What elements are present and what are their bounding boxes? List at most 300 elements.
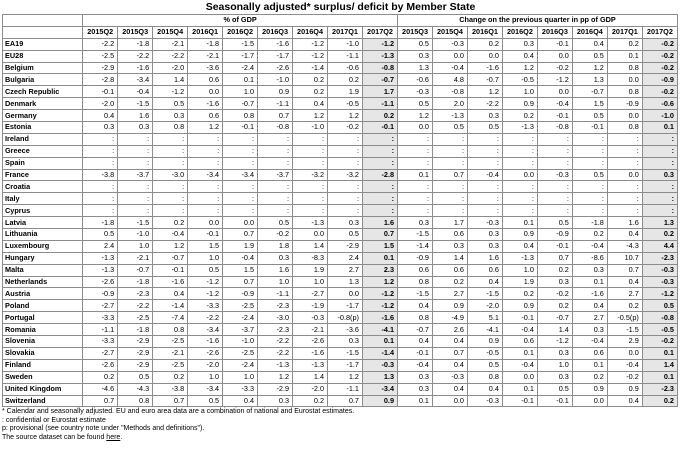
- change-value-cell: 0.9: [433, 300, 468, 312]
- gdp-value-cell: -1.1: [83, 324, 118, 336]
- gdp-value-cell: 0.3: [118, 122, 153, 134]
- gdp-column-header: 2016Q3: [258, 26, 293, 38]
- gdp-value-cell: -2.6: [83, 276, 118, 288]
- gdp-value-cell: :: [188, 145, 223, 157]
- table-row: [3, 157, 678, 169]
- change-value-cell: 0.2: [572, 371, 607, 383]
- change-value-cell: 0.4: [398, 336, 433, 348]
- country-name-cell: Bulgaria: [3, 74, 83, 86]
- change-value-cell: -0.1: [537, 395, 572, 407]
- gdp-value-cell: 1.8: [258, 240, 293, 252]
- change-value-cell: 1.2: [467, 86, 502, 98]
- country-name-cell: Malta: [3, 264, 83, 276]
- change-value-cell: 0.5: [572, 110, 607, 122]
- gdp-value-cell: -0.1: [153, 264, 188, 276]
- change-value-cell: 0.2: [572, 229, 607, 241]
- change-value-cell: -0.1: [572, 122, 607, 134]
- gdp-value-cell: 1.4: [293, 371, 328, 383]
- change-value-cell: 0.4: [572, 38, 607, 50]
- change-value-cell: 0.1: [502, 347, 537, 359]
- change-value-cell: :: [467, 145, 502, 157]
- change-value-cell: :: [537, 157, 572, 169]
- gdp-value-cell: 0.2: [83, 371, 118, 383]
- country-name-cell: Slovenia: [3, 336, 83, 348]
- country-name-cell: Switzerland: [3, 395, 83, 407]
- change-value-cell: 0.5: [467, 122, 502, 134]
- change-value-cell: 0.1: [642, 347, 677, 359]
- gdp-value-cell: 0.3: [328, 217, 363, 229]
- gdp-value-cell: -0.4: [223, 252, 258, 264]
- change-value-cell: 2.9: [607, 336, 642, 348]
- change-value-cell: -0.6: [398, 74, 433, 86]
- gdp-value-cell: -1.8: [118, 38, 153, 50]
- change-value-cell: 1.5: [572, 98, 607, 110]
- gdp-value-cell: -1.6: [362, 312, 397, 324]
- gdp-value-cell: 1.0: [188, 252, 223, 264]
- change-value-cell: 0.3: [467, 240, 502, 252]
- change-value-cell: -4.3: [607, 240, 642, 252]
- change-value-cell: 0.1: [398, 169, 433, 181]
- source-note-suffix: .: [120, 433, 123, 441]
- gdp-value-cell: 1.2: [293, 110, 328, 122]
- gdp-value-cell: :: [258, 157, 293, 169]
- change-value-cell: 0.5: [433, 122, 468, 134]
- country-name-cell: Czech Republic: [3, 86, 83, 98]
- change-value-cell: 0.4: [467, 276, 502, 288]
- change-value-cell: -0.7: [572, 86, 607, 98]
- gdp-value-cell: -2.2: [118, 300, 153, 312]
- gdp-value-cell: -1.3: [258, 359, 293, 371]
- gdp-value-cell: 0.0: [223, 217, 258, 229]
- gdp-value-cell: -2.1: [293, 324, 328, 336]
- gdp-value-cell: 1.4: [293, 240, 328, 252]
- country-name-cell: Spain: [3, 157, 83, 169]
- change-value-cell: 0.2: [502, 288, 537, 300]
- gdp-value-cell: :: [362, 133, 397, 145]
- gdp-value-cell: -3.7: [223, 324, 258, 336]
- gdp-value-cell: :: [293, 157, 328, 169]
- gdp-value-cell: -2.9: [118, 359, 153, 371]
- gdp-value-cell: :: [258, 205, 293, 217]
- change-value-cell: :: [502, 133, 537, 145]
- table-row: [3, 133, 678, 145]
- change-value-cell: 0.3: [502, 38, 537, 50]
- gdp-value-cell: -2.5: [223, 347, 258, 359]
- gdp-value-cell: 1.0: [118, 240, 153, 252]
- gdp-value-cell: -2.1: [153, 347, 188, 359]
- change-value-cell: 2.0: [433, 98, 468, 110]
- change-value-cell: -1.3: [502, 252, 537, 264]
- change-value-cell: -1.2: [642, 288, 677, 300]
- gdp-value-cell: 0.7: [153, 395, 188, 407]
- gdp-value-cell: 2.4: [328, 252, 363, 264]
- change-value-cell: 0.1: [502, 383, 537, 395]
- change-value-cell: 1.9: [502, 276, 537, 288]
- change-value-cell: :: [607, 193, 642, 205]
- gdp-value-cell: :: [188, 157, 223, 169]
- gdp-group-header: % of GDP: [83, 15, 398, 27]
- gdp-value-cell: -0.8(p): [328, 312, 363, 324]
- gdp-value-cell: -1.3: [362, 50, 397, 62]
- gdp-value-cell: :: [328, 181, 363, 193]
- change-value-cell: -1.4: [398, 240, 433, 252]
- gdp-value-cell: -0.5: [328, 98, 363, 110]
- gdp-value-cell: :: [223, 145, 258, 157]
- gdp-value-cell: -0.8: [258, 122, 293, 134]
- change-value-cell: -1.5: [398, 288, 433, 300]
- gdp-value-cell: 0.2: [153, 371, 188, 383]
- gdp-value-cell: -1.1: [362, 98, 397, 110]
- change-value-cell: 0.0: [537, 86, 572, 98]
- gdp-value-cell: 0.5: [153, 98, 188, 110]
- change-value-cell: 0.2: [607, 300, 642, 312]
- gdp-value-cell: -1.2: [153, 86, 188, 98]
- change-value-cell: -0.2: [642, 62, 677, 74]
- gdp-value-cell: 1.0: [258, 276, 293, 288]
- change-value-cell: 0.7: [607, 264, 642, 276]
- gdp-column-header: 2015Q4: [153, 26, 188, 38]
- country-name-cell: France: [3, 169, 83, 181]
- gdp-value-cell: -2.9: [118, 336, 153, 348]
- change-value-cell: :: [467, 205, 502, 217]
- change-value-cell: -0.5: [467, 347, 502, 359]
- gdp-value-cell: 0.7: [362, 229, 397, 241]
- gdp-value-cell: -3.7: [118, 169, 153, 181]
- table-row: [3, 252, 678, 264]
- table-row: [3, 383, 678, 395]
- change-value-cell: -1.6: [572, 288, 607, 300]
- change-value-cell: :: [572, 133, 607, 145]
- change-value-cell: -0.2: [642, 336, 677, 348]
- country-name-cell: Croatia: [3, 181, 83, 193]
- gdp-value-cell: -1.1: [328, 383, 363, 395]
- gdp-value-cell: -1.6: [188, 336, 223, 348]
- change-value-cell: :: [537, 133, 572, 145]
- change-value-cell: :: [467, 193, 502, 205]
- change-value-cell: :: [433, 181, 468, 193]
- footnote-confidential: : confidential or Eurostat estimate: [2, 416, 106, 424]
- change-value-cell: 0.4: [467, 383, 502, 395]
- gdp-value-cell: -7.4: [153, 312, 188, 324]
- change-value-cell: 0.2: [642, 395, 677, 407]
- gdp-column-header: 2015Q2: [83, 26, 118, 38]
- country-name-cell: EA19: [3, 38, 83, 50]
- gdp-value-cell: -3.4: [188, 324, 223, 336]
- gdp-value-cell: :: [83, 181, 118, 193]
- gdp-value-cell: :: [328, 193, 363, 205]
- gdp-value-cell: 0.3: [328, 336, 363, 348]
- gdp-value-cell: 1.7: [362, 86, 397, 98]
- gdp-value-cell: :: [188, 181, 223, 193]
- change-value-cell: :: [572, 205, 607, 217]
- table-row: [3, 50, 678, 62]
- change-value-cell: 1.4: [642, 359, 677, 371]
- gdp-value-cell: 0.1: [362, 336, 397, 348]
- change-value-cell: -0.4: [433, 62, 468, 74]
- gdp-value-cell: -0.2: [328, 122, 363, 134]
- gdp-value-cell: 0.4: [83, 110, 118, 122]
- gdp-value-cell: -1.3: [293, 359, 328, 371]
- gdp-value-cell: 1.4: [153, 74, 188, 86]
- change-value-cell: -2.0: [467, 300, 502, 312]
- gdp-value-cell: :: [118, 133, 153, 145]
- gdp-value-cell: -1.6: [153, 276, 188, 288]
- change-value-cell: -2.3: [642, 252, 677, 264]
- gdp-value-cell: 1.9: [223, 240, 258, 252]
- change-value-cell: 0.5: [572, 169, 607, 181]
- gdp-value-cell: 0.2: [153, 217, 188, 229]
- gdp-value-cell: :: [188, 205, 223, 217]
- change-value-cell: -0.3: [537, 169, 572, 181]
- gdp-value-cell: 1.2: [258, 371, 293, 383]
- change-value-cell: 0.2: [467, 38, 502, 50]
- gdp-value-cell: -2.7: [83, 347, 118, 359]
- change-value-cell: 0.0: [537, 50, 572, 62]
- country-name-cell: Latvia: [3, 217, 83, 229]
- gdp-value-cell: -0.3: [293, 312, 328, 324]
- source-dataset-link[interactable]: here: [106, 433, 121, 441]
- table-row: [3, 193, 678, 205]
- country-name-cell: Denmark: [3, 98, 83, 110]
- change-value-cell: :: [467, 157, 502, 169]
- table-row: [3, 395, 678, 407]
- table-row: [3, 276, 678, 288]
- gdp-value-cell: 1.0: [223, 86, 258, 98]
- gdp-value-cell: -2.8: [362, 169, 397, 181]
- change-value-cell: 0.4: [502, 50, 537, 62]
- change-value-cell: -1.3: [433, 110, 468, 122]
- gdp-value-cell: 1.6: [362, 217, 397, 229]
- gdp-value-cell: -2.3: [258, 324, 293, 336]
- gdp-value-cell: 0.5: [83, 229, 118, 241]
- change-value-cell: -1.5: [398, 229, 433, 241]
- gdp-value-cell: :: [118, 205, 153, 217]
- country-name-cell: Estonia: [3, 122, 83, 134]
- gdp-value-cell: :: [153, 205, 188, 217]
- gdp-value-cell: -2.9: [83, 62, 118, 74]
- gdp-value-cell: -0.7: [362, 74, 397, 86]
- gdp-value-cell: 1.0: [293, 276, 328, 288]
- gdp-value-cell: -3.3: [188, 300, 223, 312]
- change-value-cell: -0.4: [467, 169, 502, 181]
- table-row: [3, 169, 678, 181]
- gdp-value-cell: -3.3: [83, 312, 118, 324]
- gdp-value-cell: -0.8: [362, 62, 397, 74]
- gdp-value-cell: 0.0: [328, 288, 363, 300]
- change-value-cell: :: [433, 205, 468, 217]
- gdp-value-cell: -2.0: [188, 359, 223, 371]
- gdp-value-cell: -4.1: [362, 324, 397, 336]
- gdp-value-cell: :: [362, 157, 397, 169]
- change-value-cell: -0.4: [607, 359, 642, 371]
- change-value-cell: 0.0: [502, 371, 537, 383]
- change-value-cell: 0.0: [607, 169, 642, 181]
- table-row: [3, 181, 678, 193]
- gdp-column-header: 2017Q1: [328, 26, 363, 38]
- table-row: [3, 371, 678, 383]
- gdp-value-cell: -3.3: [83, 336, 118, 348]
- gdp-value-cell: -2.6: [258, 62, 293, 74]
- gdp-value-cell: 0.6: [188, 110, 223, 122]
- gdp-value-cell: -0.7: [223, 98, 258, 110]
- gdp-value-cell: :: [362, 181, 397, 193]
- change-value-cell: :: [398, 205, 433, 217]
- change-value-cell: 2.7: [572, 312, 607, 324]
- gdp-value-cell: :: [258, 193, 293, 205]
- change-value-cell: :: [502, 145, 537, 157]
- change-value-cell: :: [572, 193, 607, 205]
- change-value-cell: 0.2: [607, 38, 642, 50]
- change-column-header: 2015Q3: [398, 26, 433, 38]
- gdp-value-cell: -2.5: [83, 50, 118, 62]
- change-value-cell: 0.3: [537, 347, 572, 359]
- gdp-value-cell: -2.4: [223, 359, 258, 371]
- change-value-cell: 0.4: [607, 276, 642, 288]
- group-header-row: [3, 15, 678, 27]
- change-value-cell: 0.9: [607, 383, 642, 395]
- gdp-value-cell: 1.2: [328, 110, 363, 122]
- change-value-cell: -0.2: [642, 86, 677, 98]
- change-value-cell: :: [398, 157, 433, 169]
- gdp-value-cell: 0.3: [83, 122, 118, 134]
- gdp-value-cell: -2.2: [258, 336, 293, 348]
- change-value-cell: 0.2: [537, 264, 572, 276]
- gdp-value-cell: -3.4: [188, 169, 223, 181]
- change-value-cell: 0.6: [467, 264, 502, 276]
- change-value-cell: -0.3: [467, 217, 502, 229]
- gdp-value-cell: 0.0: [188, 86, 223, 98]
- gdp-value-cell: :: [153, 181, 188, 193]
- change-value-cell: 0.5: [398, 98, 433, 110]
- gdp-value-cell: -1.0: [328, 38, 363, 50]
- change-value-cell: -0.4: [502, 324, 537, 336]
- change-value-cell: 4.4: [642, 240, 677, 252]
- change-value-cell: 1.4: [433, 252, 468, 264]
- table-row: [3, 240, 678, 252]
- gdp-value-cell: -1.3: [83, 264, 118, 276]
- gdp-value-cell: -2.5: [153, 336, 188, 348]
- change-value-cell: -0.7: [398, 324, 433, 336]
- gdp-value-cell: 2.4: [83, 240, 118, 252]
- change-value-cell: -0.1: [398, 347, 433, 359]
- gdp-value-cell: -3.2: [293, 169, 328, 181]
- change-value-cell: :: [572, 145, 607, 157]
- change-value-cell: 0.1: [572, 359, 607, 371]
- gdp-value-cell: 1.6: [118, 110, 153, 122]
- change-value-cell: 0.2: [642, 229, 677, 241]
- gdp-value-cell: 0.5: [188, 395, 223, 407]
- gdp-value-cell: 0.2: [293, 395, 328, 407]
- gdp-value-cell: -3.2: [328, 169, 363, 181]
- gdp-value-cell: 1.3: [362, 371, 397, 383]
- change-value-cell: 0.3: [467, 110, 502, 122]
- gdp-value-cell: -0.7: [118, 264, 153, 276]
- change-value-cell: 0.0: [572, 395, 607, 407]
- change-value-cell: -0.8: [642, 312, 677, 324]
- footnotes: [2, 408, 681, 442]
- change-value-cell: 0.1: [642, 371, 677, 383]
- gdp-value-cell: :: [83, 133, 118, 145]
- change-value-cell: 0.8: [467, 371, 502, 383]
- gdp-value-cell: 1.0: [223, 371, 258, 383]
- gdp-value-cell: -1.7: [328, 359, 363, 371]
- gdp-value-cell: 0.0: [188, 217, 223, 229]
- gdp-value-cell: -2.3: [258, 300, 293, 312]
- gdp-value-cell: -1.7: [223, 50, 258, 62]
- change-value-cell: 0.0: [467, 50, 502, 62]
- gdp-value-cell: 0.5: [328, 229, 363, 241]
- change-value-cell: 0.5: [467, 359, 502, 371]
- change-value-cell: :: [433, 133, 468, 145]
- gdp-value-cell: :: [223, 205, 258, 217]
- gdp-value-cell: 1.9: [328, 86, 363, 98]
- change-value-cell: :: [642, 193, 677, 205]
- change-value-cell: -0.7: [537, 312, 572, 324]
- change-value-cell: 0.4: [433, 359, 468, 371]
- change-value-cell: -0.2: [642, 50, 677, 62]
- change-value-cell: 0.4: [398, 300, 433, 312]
- change-value-cell: -0.3: [398, 86, 433, 98]
- gdp-value-cell: :: [293, 181, 328, 193]
- gdp-value-cell: -1.7: [328, 300, 363, 312]
- gdp-value-cell: -1.0: [118, 229, 153, 241]
- gdp-value-cell: :: [223, 133, 258, 145]
- gdp-value-cell: :: [223, 157, 258, 169]
- change-value-cell: -0.3: [642, 276, 677, 288]
- change-value-cell: 0.1: [572, 276, 607, 288]
- change-value-cell: :: [607, 145, 642, 157]
- gdp-value-cell: 1.5: [188, 240, 223, 252]
- table-body: [3, 38, 678, 407]
- country-name-cell: Austria: [3, 288, 83, 300]
- gdp-value-cell: :: [188, 133, 223, 145]
- change-value-cell: :: [502, 181, 537, 193]
- gdp-value-cell: -0.2: [258, 229, 293, 241]
- footnote-provisional: p: provisional (see country note under "Methods and definitions").: [2, 425, 205, 433]
- table-row: [3, 110, 678, 122]
- gdp-value-cell: :: [293, 145, 328, 157]
- change-value-cell: 0.3: [433, 240, 468, 252]
- change-value-cell: 1.2: [572, 62, 607, 74]
- change-value-cell: -0.4: [398, 359, 433, 371]
- change-value-cell: :: [398, 193, 433, 205]
- gdp-value-cell: -1.0: [258, 74, 293, 86]
- gdp-value-cell: -2.1: [153, 38, 188, 50]
- change-value-cell: 0.4: [433, 383, 468, 395]
- change-value-cell: 0.7: [433, 169, 468, 181]
- country-name-cell: Lithuania: [3, 229, 83, 241]
- gdp-value-cell: 0.4: [293, 98, 328, 110]
- change-value-cell: :: [502, 193, 537, 205]
- country-name-cell: Sweden: [3, 371, 83, 383]
- gdp-value-cell: -1.2: [188, 288, 223, 300]
- gdp-value-cell: -2.9: [258, 383, 293, 395]
- change-value-cell: -0.8: [537, 122, 572, 134]
- change-value-cell: :: [398, 181, 433, 193]
- gdp-value-cell: :: [118, 157, 153, 169]
- change-value-cell: 0.7: [537, 252, 572, 264]
- gdp-value-cell: 0.2: [362, 110, 397, 122]
- gdp-value-cell: -2.6: [188, 347, 223, 359]
- change-value-cell: -1.5: [607, 324, 642, 336]
- country-name-cell: Netherlands: [3, 276, 83, 288]
- gdp-value-cell: -3.4: [188, 383, 223, 395]
- gdp-value-cell: 1.2: [328, 371, 363, 383]
- gdp-value-cell: -2.7: [293, 288, 328, 300]
- gdp-value-cell: -1.6: [293, 347, 328, 359]
- change-value-cell: 0.9: [502, 98, 537, 110]
- change-value-cell: :: [502, 157, 537, 169]
